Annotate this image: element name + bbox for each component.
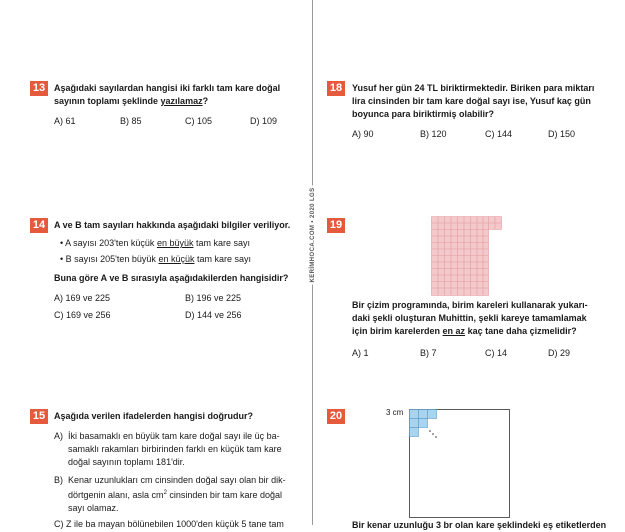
option-b[interactable] <box>54 474 304 514</box>
question-13-stem <box>54 82 304 108</box>
option-c-partial[interactable]: C) Z ile ba mayan bölünebilen 1000'den küçük 5 tane tam <box>54 519 284 529</box>
underlined-term: yazılamaz <box>160 96 203 106</box>
option-line: doğal sayının toplamı 181'dir. <box>68 457 185 467</box>
option-a[interactable] <box>54 430 304 470</box>
option-b-text <box>68 474 304 515</box>
underlined-term: en az <box>442 326 466 336</box>
option-line: Kenar uzunlukları cm cinsinden doğal sayı olan bir dik- <box>68 475 286 485</box>
question-14-bullet-b: • B sayısı 205'ten büyük en küçük tam kare sayı <box>60 254 251 264</box>
option-a[interactable]: A) 61 <box>54 116 76 126</box>
option-c[interactable]: C) 14 <box>485 348 508 358</box>
option-line: İki basamaklı en büyük tam kare doğal sayı ile üç ba- <box>68 431 280 441</box>
option-line: samaklı rakamları birbirinden farklı en küçük tam kare <box>68 444 282 454</box>
option-key: A) <box>54 431 63 441</box>
option-d[interactable]: D) 144 ve 256 <box>185 310 242 320</box>
option-d[interactable]: D) 29 <box>548 348 571 358</box>
question-number-13: 13 <box>30 81 48 96</box>
question-number-19: 19 <box>327 218 345 233</box>
question-19-stem-line: daki şekli oluşturan Muhittin, şekli kareye tamamlamak <box>352 313 587 323</box>
question-13-stem-line: sayının toplamı şeklinde yazılamaz? <box>54 96 209 106</box>
option-line: sayı olamaz. <box>68 503 119 513</box>
unit-square-figure <box>431 216 502 296</box>
dimension-label: 3 cm <box>386 408 404 417</box>
large-square-figure <box>409 409 511 519</box>
option-b[interactable]: B) 120 <box>420 129 447 139</box>
question-20-stem-partial: Bir kenar uzunluğu 3 br olan kare şeklindeki eş etiketlerden <box>352 520 607 530</box>
option-key: B) <box>54 475 63 485</box>
option-line: dörtgenin alanı, asla $cm^2$ cinsinden bir tam kare doğal <box>68 490 282 500</box>
option-b[interactable]: B) 7 <box>420 348 437 358</box>
question-number-14: 14 <box>30 218 48 233</box>
question-14-intro: A ve B tam sayıları hakkında aşağıdaki bilgiler veriliyor. <box>54 220 291 230</box>
question-13-stem-line: Aşağıdaki sayılardan hangisi iki farklı tam kare doğal <box>54 83 281 93</box>
question-18-stem-line: boyunca para biriktirmiş olabilir? <box>352 109 495 119</box>
option-d[interactable]: D) 150 <box>548 129 576 139</box>
figure-body <box>432 217 489 296</box>
question-number-20: 20 <box>327 409 345 424</box>
option-c[interactable]: C) 144 <box>485 129 513 139</box>
option-a-text <box>68 430 304 469</box>
question-14-bullet-a: • A sayısı 203'ten küçük en büyük tam kare sayı <box>60 238 250 248</box>
option-a[interactable]: A) 90 <box>352 129 374 139</box>
question-18-stem-line: lira cinsinden bir tam kare doğal sayı ise, Yusuf kaç gün <box>352 96 591 106</box>
option-b[interactable]: B) 196 ve 225 <box>185 293 242 303</box>
question-14-question: Buna göre A ve B sırasıyla aşağıdakilerden hangisidir? <box>54 273 289 283</box>
option-a[interactable]: A) 169 ve 225 <box>54 293 111 303</box>
question-19-stem-line: için birim karelerden en az kaç tane daha çizmelidir? <box>352 326 577 336</box>
option-a[interactable]: A) 1 <box>352 348 369 358</box>
question-15-stem: Aşağıda verilen ifadelerden hangisi doğrudur? <box>54 411 254 421</box>
question-19-stem <box>352 299 612 338</box>
question-18-stem <box>352 82 607 121</box>
underlined-term: en büyük <box>156 238 194 248</box>
question-19-stem-line: Bir çizim programında, birim kareleri kullanarak yukarı- <box>352 300 588 310</box>
underlined-term: en küçük <box>158 254 195 264</box>
question-number-18: 18 <box>327 81 345 96</box>
option-c[interactable]: C) 105 <box>185 116 213 126</box>
option-d[interactable]: D) 109 <box>250 116 278 126</box>
question-18-stem-line: Yusuf her gün 24 TL biriktirmektedir. Biriken para miktarı <box>352 83 595 93</box>
question-number-15: 15 <box>30 409 48 424</box>
option-b[interactable]: B) 85 <box>120 116 142 126</box>
option-c[interactable]: C) 169 ve 256 <box>54 310 111 320</box>
side-watermark: KERİMHOCA.COM • 2020 LGS <box>310 187 316 283</box>
